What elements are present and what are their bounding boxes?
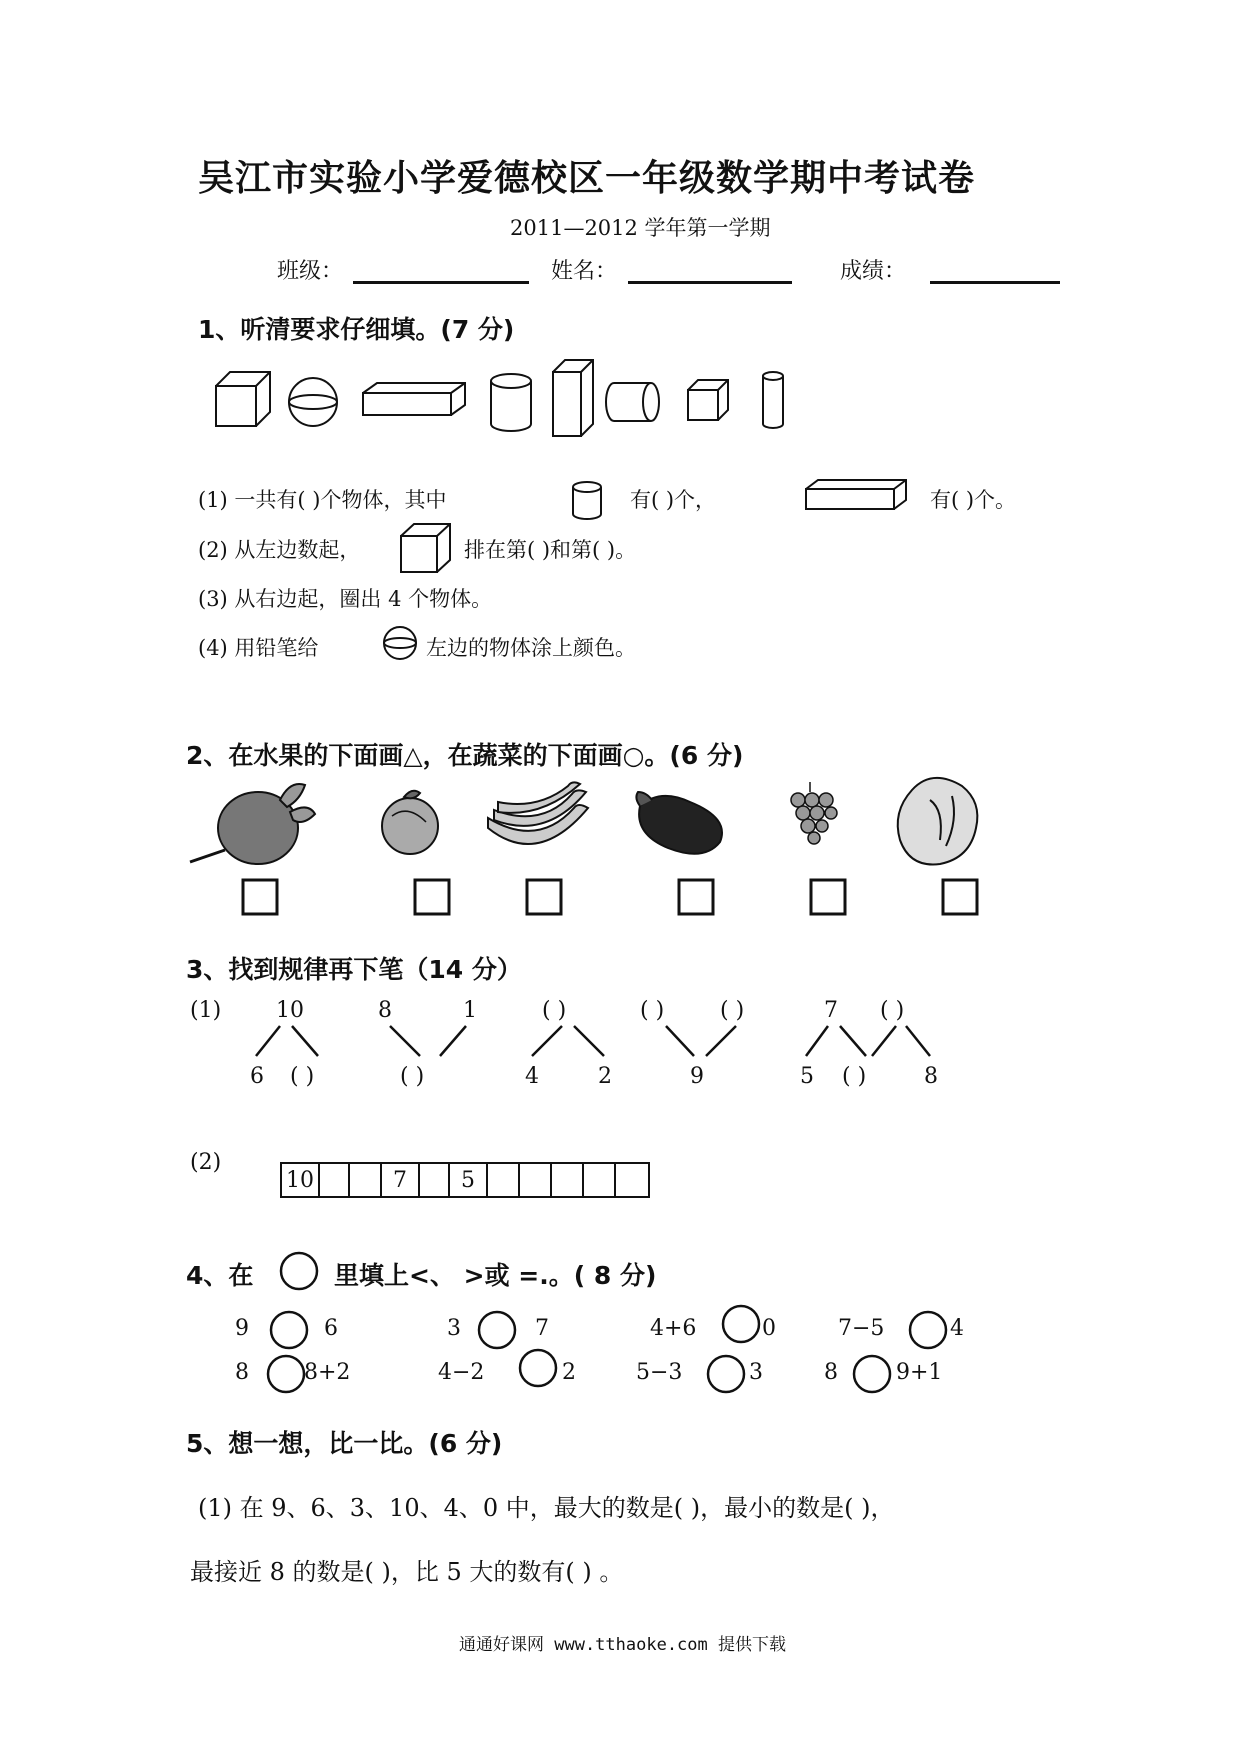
q1-part1-text: 有( )个， — [630, 488, 717, 512]
sequence-cell: 5 — [448, 1162, 488, 1198]
q3-heading: 3、找到规律再下笔（14 分） — [186, 955, 522, 984]
q1-part2-text: (2) 从左边数起， — [198, 538, 361, 562]
compare-right: 0 — [762, 1316, 776, 1341]
tree4-right-top[interactable]: ( ) — [720, 998, 745, 1023]
compare-circle — [854, 1356, 890, 1392]
tree1-top: 10 — [276, 998, 304, 1023]
q4-heading: 里填上<、 >或 =.。( 8 分) — [334, 1261, 657, 1290]
compare-left: 8 — [235, 1360, 249, 1385]
tree3-right: 2 — [598, 1064, 612, 1089]
tree3-left: 4 — [525, 1064, 539, 1089]
tree2-right-top: 1 — [463, 998, 477, 1023]
q1-part1-text: (1) 一共有( )个物体，其中 — [198, 488, 447, 512]
compare-right: 8+2 — [304, 1360, 351, 1385]
tree2-bottom[interactable]: ( ) — [400, 1064, 425, 1089]
score-label: 成绩： — [840, 259, 907, 284]
tree5-top-b[interactable]: ( ) — [880, 998, 905, 1023]
compare-left: 5−3 — [636, 1360, 683, 1385]
q1-part4-text: 左边的物体涂上颜色。 — [426, 636, 636, 660]
q1-part2-text: 排在第( )和第( )。 — [464, 538, 637, 562]
compare-right: 7 — [535, 1316, 549, 1341]
q5-line2: 最接近 8 的数是( )，比 5 大的数有( ) 。 — [190, 1558, 624, 1586]
compare-right: 3 — [749, 1360, 763, 1385]
footer-credit: 通通好课网 www.tthaoke.com 提供下载 — [459, 1635, 786, 1655]
compare-circle — [708, 1356, 744, 1392]
heading-circle-icon — [281, 1253, 317, 1289]
compare-right: 9+1 — [896, 1360, 943, 1385]
tree1-left: 6 — [250, 1064, 264, 1089]
compare-circle — [268, 1356, 304, 1392]
tree1-right[interactable]: ( ) — [290, 1064, 315, 1089]
compare-left: 4+6 — [650, 1316, 697, 1341]
tree5-bottom-a: 5 — [800, 1064, 814, 1089]
tree3-top[interactable]: ( ) — [542, 998, 567, 1023]
class-label: 班级： — [277, 259, 344, 284]
compare-right: 2 — [562, 1360, 576, 1385]
compare-left: 4−2 — [438, 1360, 485, 1385]
compare-right: 6 — [324, 1316, 338, 1341]
tree4-left-top[interactable]: ( ) — [640, 998, 665, 1023]
compare-right: 4 — [950, 1316, 964, 1341]
compare-left: 7−5 — [838, 1316, 885, 1341]
tree5-bottom-c: 8 — [924, 1064, 938, 1089]
compare-circle — [271, 1312, 307, 1348]
sequence-cell: 7 — [380, 1162, 420, 1198]
tree5-top-a: 7 — [824, 998, 838, 1023]
q1-heading: 1、听清要求仔细填。(7 分) — [198, 315, 515, 344]
q1-part4-text: (4) 用铅笔给 — [198, 636, 319, 660]
tree4-bottom: 9 — [690, 1064, 704, 1089]
compare-left: 3 — [447, 1316, 461, 1341]
page-subtitle: 2011—2012 学年第一学期 — [510, 216, 771, 240]
q4-heading: 4、在 — [186, 1261, 254, 1290]
q5-heading: 5、想一想，比一比。(6 分) — [186, 1429, 503, 1458]
compare-circle — [479, 1312, 515, 1348]
compare-circle — [520, 1350, 556, 1386]
compare-circle — [723, 1306, 759, 1342]
q1-part3-text: (3) 从右边起，圈出 4 个物体。 — [198, 587, 493, 611]
q5-line1: (1) 在 9、6、3、10、4、0 中，最大的数是( )，最小的数是( )， — [198, 1494, 895, 1522]
page-title: 吴江市实验小学爱德校区一年级数学期中考试卷 — [198, 158, 976, 199]
compare-left: 8 — [824, 1360, 838, 1385]
compare-left: 9 — [235, 1316, 249, 1341]
q3-part2-label: (2) — [190, 1150, 222, 1175]
q2-heading: 2、在水果的下面画△，在蔬菜的下面画○。(6 分) — [186, 741, 744, 770]
name-label: 姓名： — [551, 259, 618, 284]
q1-part1-text: 有( )个。 — [930, 488, 1017, 512]
sequence-cell: 10 — [280, 1162, 320, 1198]
tree5-bottom-b[interactable]: ( ) — [842, 1064, 867, 1089]
q3-part1-label: (1) — [190, 998, 222, 1023]
compare-circle — [910, 1312, 946, 1348]
tree2-left-top: 8 — [378, 998, 392, 1023]
